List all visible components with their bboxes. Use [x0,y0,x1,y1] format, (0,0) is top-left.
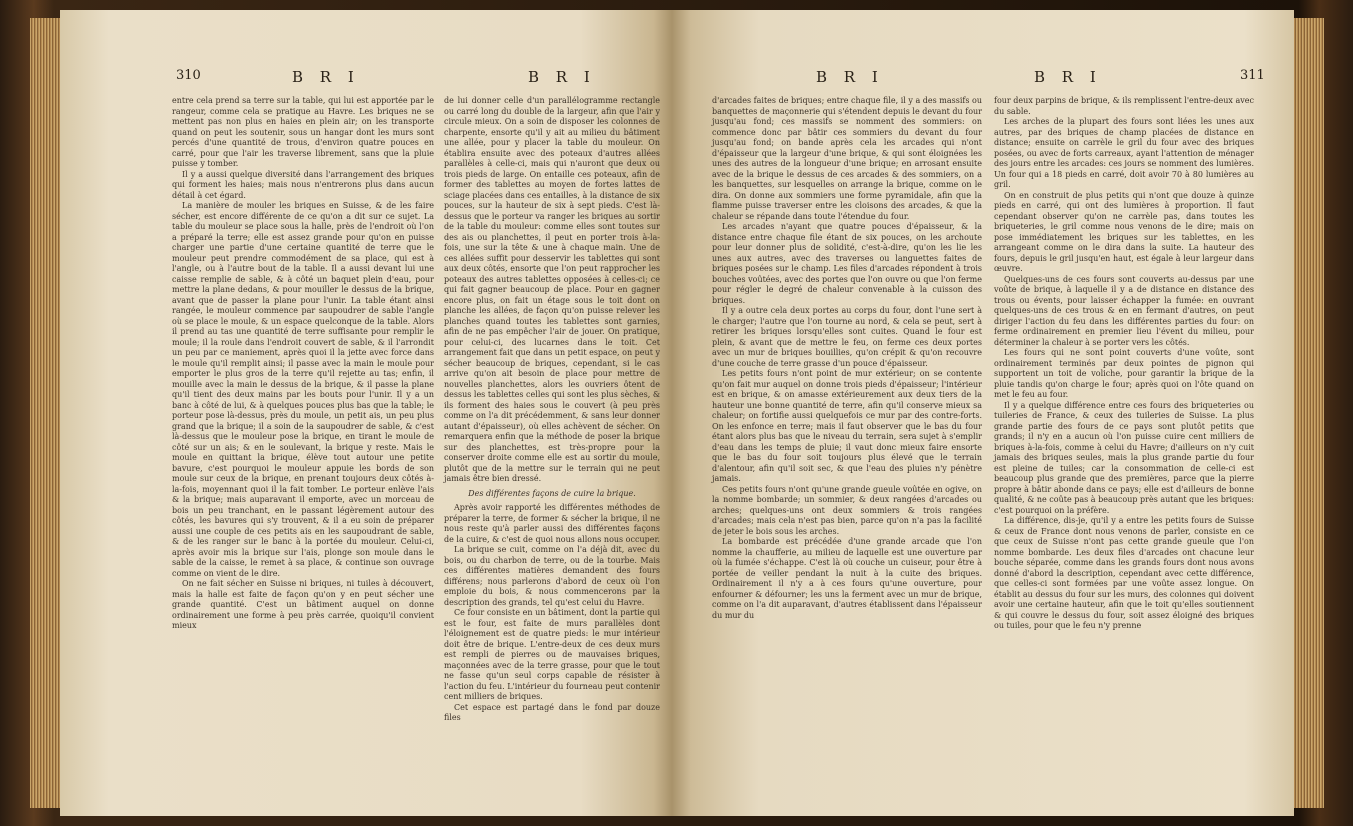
left-column-1 [172,96,434,632]
right-column-1 [712,96,982,621]
left-folio: 310 [176,68,201,83]
paragraph: Il y a quelque différence entre ces fours des briqueteries ou tuileries de France, & ceux des tuileries de Suisse. La plus grande partie des fours de ce pays sont plutôt petits que grands; il n'y en a aucun où l'on puisse cuire cent milliers de briques à-la-fois, comme à celui du Havre; d'ailleurs on n'y cuit jamais des briques seules, mais la plus grande partie du four est pleine de tuiles; car la consommation de celle-ci est beaucoup plus grande que des premières, parce que la pierre propre à bâtir abonde dans ce pays; elle est d'ailleurs de bonne qualité, & ne coûte pas à beaucoup près autant que les briques: c'est pourquoi on la préfère. [994,400,1254,515]
paragraph: La bombarde est précédée d'une grande arcade que l'on nomme la chaufferie, au milieu de laquelle est une ouverture par où la fumée s'échappe. C'est là où couche un cuiseur, pour être à portée de veiller pendant la nuit à la cuite des briques. Ordinairement il n'y a à ces fours qu'une ouverture, pour enfourner & défourner; les uns la ferment avec un mur de brique, comme on l'a dit auparavant, d'autres établissent dans l'épaisseur du mur du [712,537,982,620]
paragraph: On en construit de plus petits qui n'ont que douze à quinze pieds en carré, qui ont des lumières à proportion. Il faut cependant observer qu'on ne carrèle pas, dans toutes les briqueteries, le gril comme nous venons de le dire; mais on pose immédiatement les briques sur les tablettes, en les arrangeant comme on le dira dans la suite. La hauteur des fours, depuis le gril jusqu'en haut, est égale à leur largeur dans œuvre. [994,190,1254,273]
paragraph: On ne fait sécher en Suisse ni briques, ni tuiles à découvert, mais la halle est faite de façon qu'on y en peut sécher une grande quantité. C'est un bâtiment auquel on donne ordinairement une forme à peu près carrée, quoiqu'il convient mieux [172,579,434,630]
paragraph: Quelques-uns de ces fours sont couverts au-dessus par une voûte de brique, à laquelle il y a de distance en distance des trous ou évents, pour laisser échapper la fumée: en ouvrant quelques-uns de ces trous & en en fermant d'autres, on peut diriger l'action du feu dans les différentes parties du four: on ferme ordinairement en premier lieu l'évent du milieu, pour déterminer la chaleur à se porter vers les côtés. [994,274,1254,347]
paragraph: Cet espace est partagé dans le fond par douze files [444,702,660,722]
left-header-title-1: B R I [292,68,360,86]
paragraph: Les arches de la plupart des fours sont liées les unes aux autres, par des briques de champ placées de distance en distance; ensuite on carrèle le gril du four avec des briques posées, ou avec de forts carreaux, ayant l'attention de ménager des jours entre les arcades: ces jours se nomment des lumières. Un four qui a 18 pieds en carré, doit avoir 70 à 80 lumières au gril. [994,117,1254,189]
paragraph: La brique se cuit, comme on l'a déjà dit, avec du bois, ou du charbon de terre, ou de la tourbe. Mais ces différentes matières demandent des fours différens; nous parlerons d'abord de ceux où l'on emploie du bois, & nous commencerons par la description des grands, tel qu'est celui du Havre. [444,545,660,607]
paragraph: Ces petits fours n'ont qu'une grande gueule voûtée en ogive, on la nomme bombarde; un sommier, & deux rangées d'arcades ou arches; quelques-uns ont deux sommiers & trois rangées d'arcades; mais cela n'est pas bien, parce qu'on n'a pas la facilité de jeter le bois sous les arches. [712,484,982,536]
paragraph: Les fours qui ne sont point couverts d'une voûte, sont ordinairement terminés par deux pointes de pignon qui supportent un toit de voliche, pour garantir la brique de la pluie tandis qu'on charge le four; après quoi on l'ôte quand on met le feu au four. [994,348,1254,399]
paragraph: Ce four consiste en un bâtiment, dont la partie qui est le four, est faite de murs parallèles dont l'éloignement est de quatre pieds: le mur intérieur doit être de brique. L'entre-deux de ces deux murs est rempli de pierres ou de mauvaises briques, maçonnées avec de la terre grasse, pour que le tout ne fasse qu'un seul corps capable de résister à l'action du feu. L'intérieur du fourneau peut contenir cent milliers de briques. [444,608,660,701]
left-column-2 [444,96,660,724]
paragraph: Il y a aussi quelque diversité dans l'arrangement des briques qui forment les haies; mais nous n'entrerons plus dans aucun détail à cet égard. [172,169,434,200]
left-page [60,10,672,816]
section-heading: Des différentes façons de cuire la brique. [468,488,636,498]
paragraph: Les arcades n'ayant que quatre pouces d'épaisseur, & la distance entre chaque file étant de six pouces, on les archoute pour leur donner plus de solidité, c'est-à-dire, qu'on les lie les unes aux autres, avec des traverses ou languettes faites de briques posées sur le champ. Les files d'arcades répondent à trois bouches voûtées, avec des portes que l'on ouvre ou que l'on ferme pour régler le degré de chaleur convenable à la cuisson des briques. [712,222,982,305]
page-edges-right [1294,18,1324,808]
right-header-title-1: B R I [816,68,884,86]
right-header-title-2: B R I [1034,68,1102,86]
page-edges-left [30,18,60,808]
left-running-header [60,68,672,92]
right-folio: 311 [1240,68,1265,83]
paragraph: entre cela prend sa terre sur la table, qui lui est apportée par le rangeur, comme cela se pratique au Havre. Les briques ne se mettent pas non plus en haies en plein air; on les transporte quand on peut les soutenir, sous un hangar dont les murs sont percés d'une quantité de trous, d'environ quatre pouces en carré, pour que l'air les traverse librement, sans que la pluie puisse y tomber. [172,96,434,168]
paragraph: de lui donner celle d'un parallélogramme rectangle ou carré long du double de la largeur, afin que l'air y circule mieux. On a soin de disposer les colonnes de charpente, ensorte qu'il y ait au milieu du bâtiment une allée, pour y placer la table du mouleur. On établira ensuite avec des poteaux d'autres allées parallèles à celle-ci, mais qui n'auront que deux ou trois pieds de large. On entaille ces poteaux, afin de former des tablettes au moyen de fortes lattes de sciage placées dans ces entailles, à la distance de six pouces, sur la hauteur de six à sept pieds. C'est là-dessus que le porteur va ranger les briques au sortir de la table du mouleur: comme elles sont toutes sur des ais ou planchettes, il peut en porter trois à-la-fois, une sur la tête & une à chaque main. Une de ces allées suffit pour desservir les tablettes qui sont aux deux côtés, ensorte que l'on peut rapprocher les poteaux des autres tablettes opposées à celles-ci; ce qui fait gagner beaucoup de place. Pour en gagner encore plus, on fait un étage sous le toit dont on planche les allées, de façon qu'on puisse relever les planches quand toutes les tablettes sont garnies, afin de ne pas empêcher l'air de jouer. On pratique, pour celui-ci, des lucarnes dans le toit. Cet arrangement fait que dans un petit espace, on peut y sécher beaucoup de briques, cependant, si le cas arrive qu'on ait besoin de place pour mettre de nouvelles planchettes, alors les ouvriers ôtent de dessus les tablettes celles qui sont les plus sèches, & ils forment des haies sous le couvert (à peu près comme on l'a dit précédemment, & sans leur donner autant d'épaisseur), où elles achèvent de sécher. On remarquera enfin que la méthode de poser la brique sur des planchettes, est très-propre pour la conserver droite comme elle est au sortir du moule, plutôt que de la mettre sur le terrain qui ne peut jamais être bien dressé. [444,96,660,483]
paragraph: Il y a outre cela deux portes au corps du four, dont l'une sert à le charger; l'autre que l'on tourne au nord, & cela se peut, sert à retirer les briques lorsqu'elles sont cuites. Quand le four est plein, & avant que de mettre le feu, on ferme ces deux portes avec un mur de briques bouillies, qu'on crépit & qu'on recouvre d'une couche de terre grasse d'un pouce d'épaisseur. [712,306,982,368]
paragraph: La manière de mouler les briques en Suisse, & de les faire sécher, est encore différente de ce qu'on a dit sur ce sujet. La table du mouleur se place sous la halle, près de l'endroit où l'on a préparé la terre; elle est assez grande pour qu'on en puisse charger une partie d'une certaine quantité de terre que le mouleur peut prendre commodément de sa place, qui est à l'angle, ou à l'autre bout de la table. Il a aussi devant lui une caisse remplie de sable, & à côté un baquet plein d'eau, pour mettre la plane dedans, & pour mouiller le dessus de la brique, avant que de passer la plane pour l'unir. La table étant ainsi rangée, le mouleur commence par saupoudrer de sable l'angle où se place le moule, & un espace quelconque de la table. Alors il prend au tas une quantité de terre suffisante pour remplir le moule; il la roule dans l'endroit couvert de sable, & il l'arrondit un peu par ce maniement, après quoi il la jette avec force dans le moule qu'il remplit ainsi; il passe avec la main le moule pour emporter le plus gros de la terre qu'il rejette au tas; enfin, il mouille avec la main le dessus de la brique, & il passe la plane qu'il tient des deux mains par les bouts pour l'unir. Il y a un banc à côté de lui, & à quelques pouces plus bas que la table; le porteur pose là-dessus, près du moule, un petit ais, un peu plus grand que la brique; il a soin de la saupoudrer de sable, & c'est là-dessus que le mouleur pose la brique, en tirant le moule de côté sur un ais; & en le soulevant, la brique y reste. Mais le moule en quittant la brique, élève tout autour une petite bavure, c'est pourquoi le mouleur appuie les bords de son moule sur ceux de la brique, en prenant toujours deux côtés à-la-fois, moyennant quoi il la fait tomber. Le porteur enlève l'ais & la brique; mais auparavant il emporte, avec un morceau de bois un peu tranchant, en le passant légèrement autour des côtés, les bavures qui s'y trouvent, & il a eu soin de préparer aussi une couple de ces petits ais en les saupoudrant de sable, & de les ranger sur le banc à la portée du mouleur. Celui-ci, après avoir mis la brique sur l'ais, plonge son moule dans le sable de la caisse, le remet à sa place, & continue son ouvrage comme on vient de le dire. [172,201,434,578]
right-page [672,10,1294,816]
right-running-header [672,68,1294,92]
left-header-title-2: B R I [528,68,596,86]
paragraph: La différence, dis-je, qu'il y a entre les petits fours de Suisse & ceux de France dont nous venons de parler, consiste en ce que ceux de Suisse n'ont pas cette grande gueule que l'on nomme bombarde. Les deux files d'arcades ont chacune leur bouche séparée, comme dans les grands fours dont nous avons donné d'abord la description, cependant avec cette différence, que celles-ci sont formées par une voûte assez longue. On établit au dessus du four sur les murs, des colonnes qui doivent avoir une certaine hauteur, afin que le toit qu'elles soutiennent & qui couvre le dessus du four, soit assez éloigné des briques ou tuiles, pour que le feu n'y prenne [994,516,1254,630]
paragraph: Après avoir rapporté les différentes méthodes de préparer la terre, de former & sécher la brique, il ne nous reste qu'à parler aussi des différentes façons de la cuire, & c'est de quoi nous allons nous occuper. [444,503,660,544]
right-column-2 [994,96,1254,632]
paragraph: Les petits fours n'ont point de mur extérieur; on se contente qu'on fait mur auquel on donne trois pieds d'épaisseur; l'intérieur est en brique, & on amasse extérieurement aux deux tiers de la hauteur une bonne quantité de terre, afin qu'il conserve mieux sa chaleur; on fortifie aussi quelquefois ce mur par des contre-forts. On les enfonce en terre; mais il faut observer que le bas du four étant alors plus bas que le niveau du terrain, sera sujet à s'emplir d'eau dans les temps de pluie; il vaut donc mieux faire ensorte que le bas du four soit toujours plus élevé que le terrain d'alentour, afin qu'il soit sec, & que l'eau des pluies n'y pénètre jamais. [712,369,982,483]
paragraph: d'arcades faites de briques; entre chaque file, il y a des massifs ou banquettes de maçonnerie qui s'étendent depuis le devant du four jusqu'au fond; ces massifs se nomment des sommiers: on commence donc par bâtir ces sommiers du devant du four jusqu'au fond; on bande après cela les arcades qui n'ont d'épaisseur que la largeur d'une brique, & qui sont éloignées les unes des autres de la longueur d'une brique; en arrosant ensuite avec de la brique le dessus de ces arcades & des sommiers, on a les banquettes, sur lesquelles on arrange la brique, comme on le dira. On donne aux sommiers une forme pyramidale, afin que la flamme puisse traverser entre les cloisons des arcades, & que la chaleur se répande dans toute l'étendue du four. [712,96,982,221]
paragraph: four deux parpins de brique, & ils remplissent l'entre-deux avec du sable. [994,96,1254,116]
